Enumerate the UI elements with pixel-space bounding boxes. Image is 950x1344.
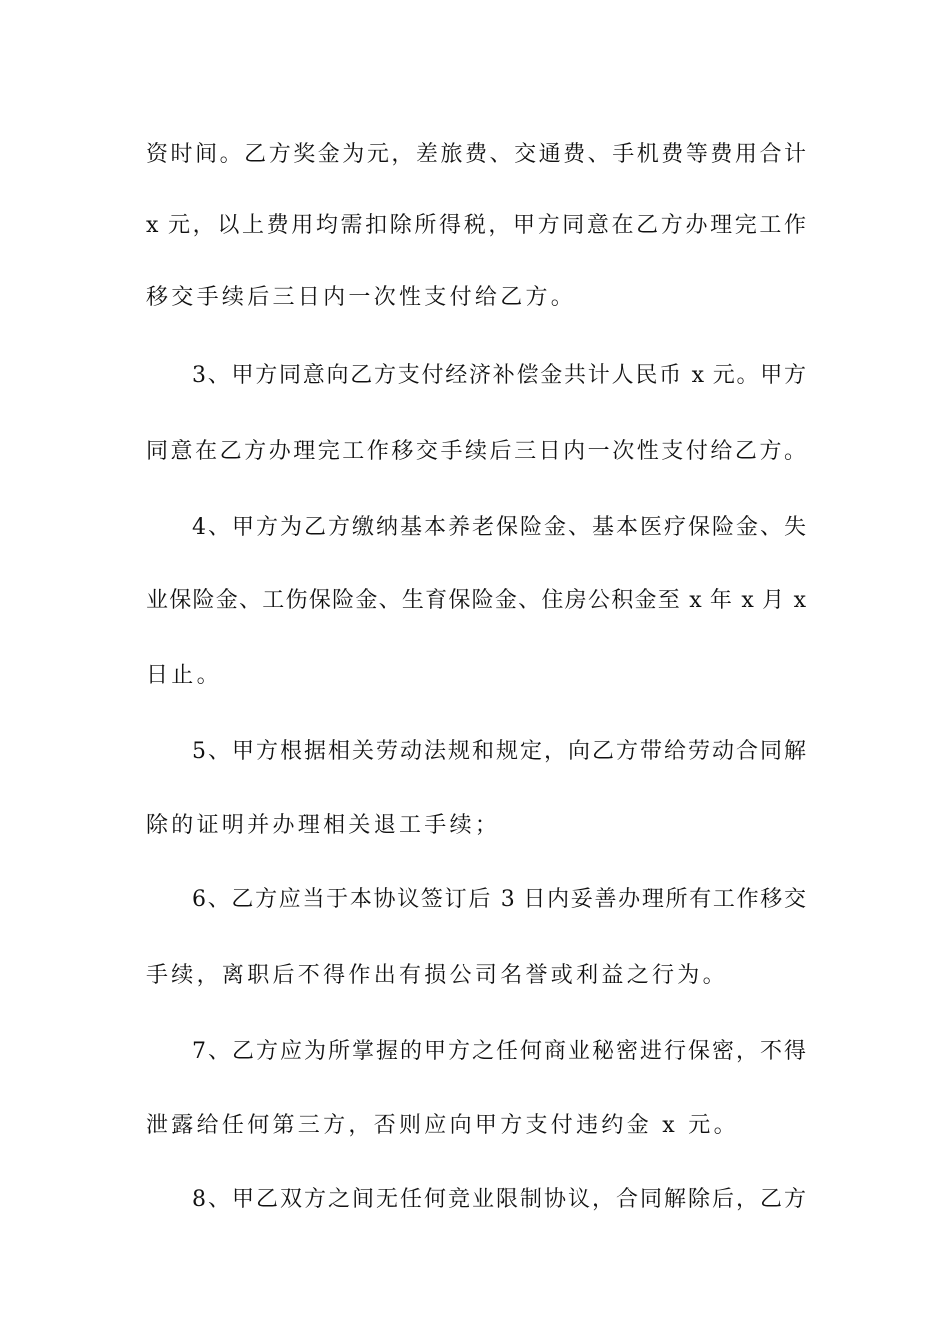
paragraph-7-line: 7、乙方应为所掌握的甲方之任何商业秘密进行保密，不得	[192, 1039, 806, 1064]
text-line: 除的证明并办理相关退工手续；	[146, 813, 501, 838]
text-line: 资时间。乙方奖金为元，差旅费、交通费、手机费等费用合计	[146, 142, 806, 167]
text-line: 同意在乙方办理完工作移交手续后三日内一次性支付给乙方。	[146, 439, 806, 464]
text-line: 泄露给任何第三方，否则应向甲方支付违约金 x 元。	[146, 1113, 739, 1138]
text-line: 手续，离职后不得作出有损公司名誉或利益之行为。	[146, 963, 728, 988]
text-line: x 元，以上费用均需扣除所得税，甲方同意在乙方办理完工作	[146, 213, 806, 238]
paragraph-6-line: 6、乙方应当于本协议签订后 3 日内妥善办理所有工作移交	[192, 887, 806, 912]
paragraph-3-line: 3、甲方同意向乙方支付经济补偿金共计人民币 x 元。甲方	[192, 363, 806, 388]
text-line: 移交手续后三日内一次性支付给乙方。	[146, 285, 577, 310]
text-line: 业保险金、工伤保险金、生育保险金、住房公积金至 x 年 x 月 x	[146, 588, 806, 613]
paragraph-8-line: 8、甲乙双方之间无任何竞业限制协议，合同解除后，乙方	[192, 1187, 806, 1212]
paragraph-5-line: 5、甲方根据相关劳动法规和规定，向乙方带给劳动合同解	[192, 739, 806, 764]
text-line: 日止。	[146, 663, 222, 688]
paragraph-4-line: 4、甲方为乙方缴纳基本养老保险金、基本医疗保险金、失	[192, 515, 806, 540]
